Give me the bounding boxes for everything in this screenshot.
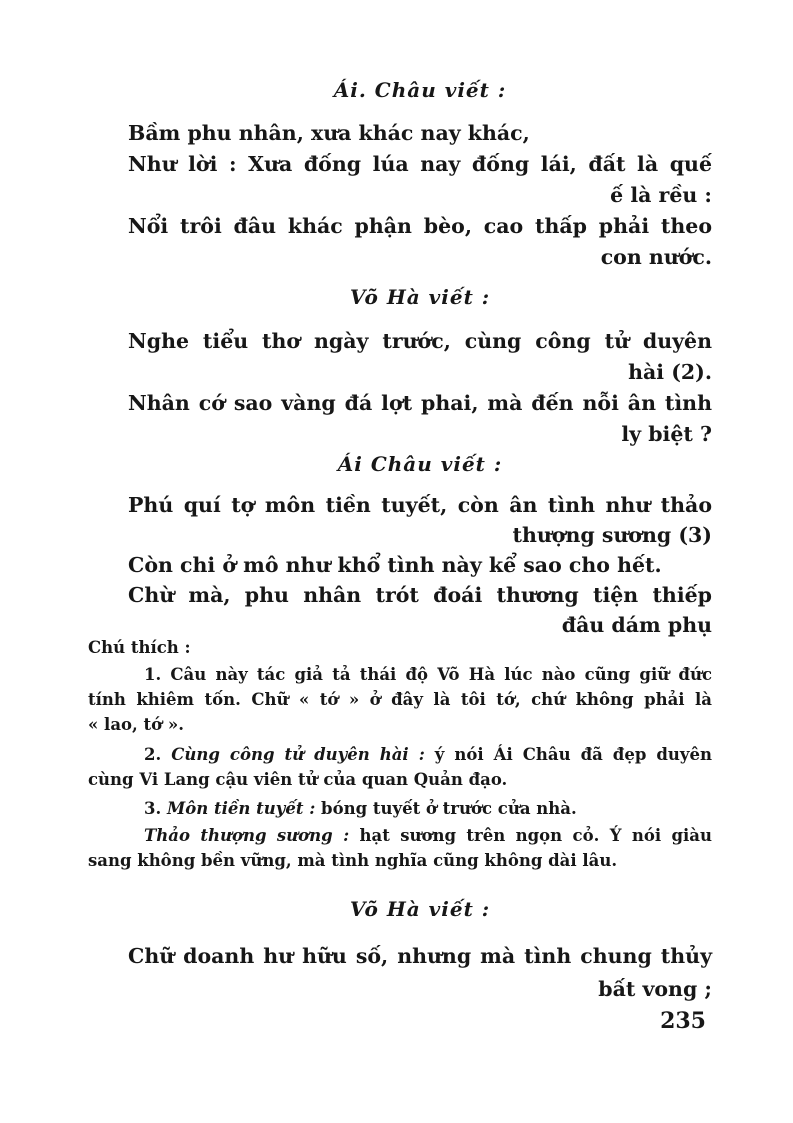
verse-line: Phú quí tợ môn tiền tuyết, còn ân tình như thảo bbox=[128, 493, 712, 517]
footnote-line: « lao, tớ ». bbox=[88, 715, 184, 734]
section-heading-ai-chau-2: Ái Châu viết : bbox=[337, 452, 503, 476]
section-heading-vo-ha-1: Võ Hà viết : bbox=[349, 285, 491, 309]
footnotes-label: Chú thích : bbox=[88, 638, 191, 657]
verse-ai-chau-1 bbox=[128, 118, 712, 273]
footnote-line: tính khiêm tốn. Chữ « tớ » ở đây là tôi tớ, chứ không phải là bbox=[88, 690, 712, 709]
footnote-number: 3. bbox=[144, 799, 167, 818]
verse-line-continuation: ly biệt ? bbox=[621, 422, 712, 446]
verse-ai-chau-2 bbox=[128, 490, 712, 640]
verse-line: Bầm phu nhân, xưa khác nay khác, bbox=[128, 121, 530, 145]
footnote-line bbox=[88, 823, 712, 848]
footnote-term: Thảo thượng sương : bbox=[144, 826, 350, 845]
verse-line-continuation: con nước. bbox=[600, 245, 712, 269]
footnote-line: sang không bền vững, mà tình nghĩa cũng không dài lâu. bbox=[88, 851, 618, 870]
footnotes-label-row bbox=[88, 635, 712, 660]
footnote-2 bbox=[88, 742, 712, 792]
verse-line: Nghe tiểu thơ ngày trước, cùng công tử duyên bbox=[128, 329, 712, 353]
footnote-3-continued bbox=[88, 823, 712, 873]
footnote-text: ý nói Ái Châu đã đẹp duyên bbox=[424, 745, 712, 764]
footnote-line bbox=[88, 742, 712, 767]
verse-line: Chữ doanh hư hữu số, nhưng mà tình chung thủy bbox=[128, 944, 712, 968]
footnote-line: cùng Vi Lang cậu viên tử của quan Quản đạo. bbox=[88, 770, 508, 789]
footnote-term: Môn tiền tuyết : bbox=[166, 799, 316, 818]
footnote-1 bbox=[88, 662, 712, 737]
footnote-line bbox=[88, 796, 712, 821]
footnote-text: hạt sương trên ngọn cỏ. Ý nói giàu bbox=[349, 826, 712, 845]
footnote-term: Cùng công tử duyên hài : bbox=[171, 745, 425, 764]
verse-line-continuation: hài (2). bbox=[628, 360, 712, 384]
verse-line: Còn chi ở mô như khổ tình này kể sao cho hết. bbox=[128, 553, 662, 577]
verse-line-continuation: ế là rều : bbox=[610, 183, 712, 207]
footnote-3 bbox=[88, 796, 712, 821]
page-number: 235 bbox=[660, 1008, 706, 1034]
section-heading-ai-chau-1: Ái. Châu viết : bbox=[333, 78, 507, 102]
verse-line: Nổi trôi đâu khác phận bèo, cao thấp phải theo bbox=[128, 214, 712, 238]
verse-line: Nhân cớ sao vàng đá lợt phai, mà đến nỗi ân tình bbox=[128, 391, 712, 415]
footnote-number: 2. bbox=[144, 745, 172, 764]
footnote-line: 1. Câu này tác giả tả thái độ Võ Hà lúc nào cũng giữ đức bbox=[144, 665, 712, 684]
verse-line: Như lời : Xưa đống lúa nay đống lái, đất là quế bbox=[128, 152, 712, 176]
verse-vo-ha-1 bbox=[128, 326, 712, 450]
footnote-text: bóng tuyết ở trước cửa nhà. bbox=[315, 799, 577, 818]
section-heading-vo-ha-2: Võ Hà viết : bbox=[349, 897, 491, 921]
verse-line-continuation: đâu dám phụ bbox=[561, 613, 712, 637]
verse-line-continuation: thượng sương (3) bbox=[512, 523, 712, 547]
verse-line-continuation: bất vong ; bbox=[598, 977, 712, 1001]
verse-line: Chừ mà, phu nhân trót đoái thương tiện thiếp bbox=[128, 583, 712, 607]
verse-vo-ha-2 bbox=[128, 940, 712, 1006]
